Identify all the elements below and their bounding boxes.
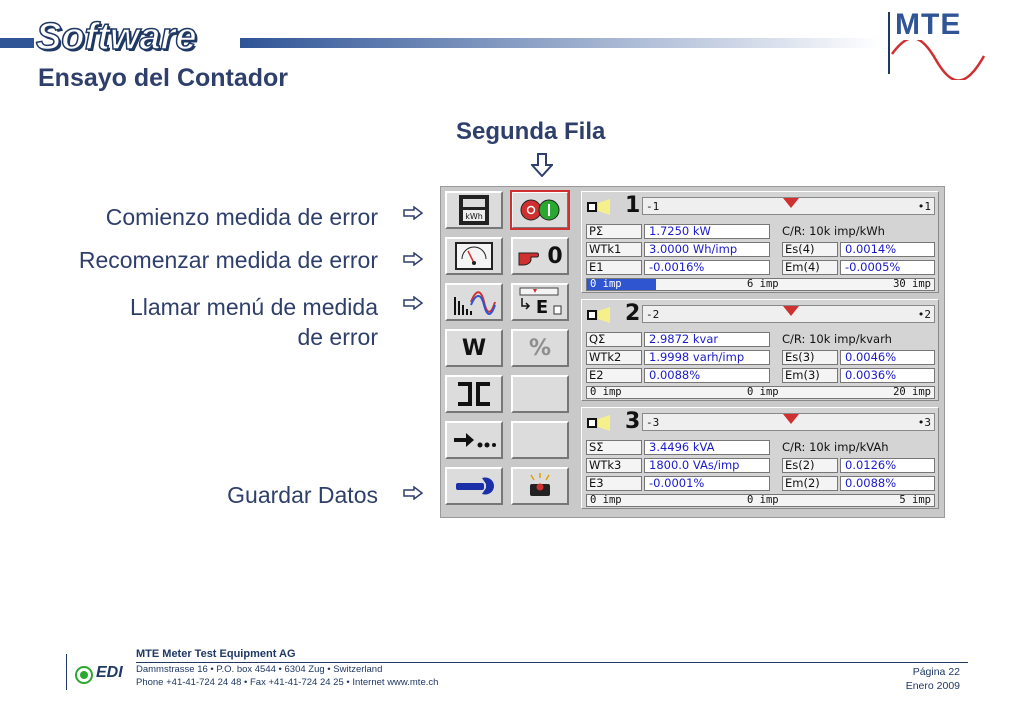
power-w-icon: W [461,335,487,361]
label-save-data: Guardar Datos [227,482,378,508]
row2-right-label: Es(4) [782,242,838,257]
wrench-icon [452,474,496,498]
save-data-button[interactable] [511,467,569,505]
scale-left: -3 [646,416,660,429]
start-stop-icon [518,197,562,223]
footer-divider-horizontal [136,662,968,663]
percent-icon: % [528,335,552,361]
label-start-error-measurement: Comienzo medida de error [105,204,378,230]
scale-right: •3 [917,416,931,429]
bar-right: 5 imp [899,494,931,506]
row2-right-value: 0.0046% [840,350,935,365]
scale-right: •2 [917,308,931,321]
pointing-hand-icon [517,245,547,267]
bar-right: 30 imp [893,278,931,290]
harmonics-icon [451,287,497,317]
error-scale [642,413,935,431]
row1-value: 2.9872 kvar [644,332,770,347]
empty-slot-button[interactable] [511,421,569,459]
error-scale [642,305,935,323]
row3-right-label: Em(4) [782,260,838,275]
company-contact: Phone +41-41-724 24 48 • Fax +41-41-724 24 25 • Internet www.mte.ch [136,677,439,688]
label-error-menu-line2: de error [297,324,378,350]
block-number: 2 [625,301,641,326]
arrow-dots-icon [452,429,496,451]
row1-label: PΣ [586,224,642,239]
sine-wave-icon [890,40,986,80]
save-data-icon [525,472,555,500]
header-bar-left [0,38,34,48]
scale-marker-icon [783,414,799,424]
company-name: MTE Meter Test Equipment AG [136,648,296,660]
kwh-meter-icon [457,194,491,226]
analog-meter-button[interactable] [445,237,503,275]
bar-mid: 0 imp [747,494,779,506]
bar-mid: 0 imp [747,386,779,398]
impulse-progress-bar [586,386,935,399]
arrow-dots-button[interactable] [445,421,503,459]
row2-right-label: Es(3) [782,350,838,365]
impulse-progress-bar [586,494,935,507]
phase-bracket-button[interactable] [445,375,503,413]
bar-left: 0 imp [590,386,622,398]
measurement-block-3[interactable] [581,407,939,509]
scale-left: -2 [646,308,660,321]
kwh-meter-button[interactable] [445,191,503,229]
power-w-button[interactable] [445,329,503,367]
row2-right-label: Es(2) [782,458,838,473]
header-bar-right [240,38,880,48]
row2-value: 1800.0 VAs/imp [644,458,770,473]
scale-marker-icon [783,198,799,208]
error-e-label: E [535,297,549,318]
percent-button[interactable] [511,329,569,367]
harmonics-button[interactable] [445,283,503,321]
restart-button[interactable] [511,237,569,275]
zero-label: 0 [547,243,563,269]
measurement-block-1[interactable] [581,191,939,293]
row2-right-value: 0.0014% [840,242,935,257]
bar-right: 20 imp [893,386,931,398]
row2-value: 1.9998 varh/imp [644,350,770,365]
row3-right-label: Em(3) [782,368,838,383]
row2-label: WTk2 [586,350,642,365]
row3-value: 0.0088% [644,368,770,383]
row2-right-value: 0.0126% [840,458,935,473]
cr-constant: C/R: 10k imp/kWh [782,224,885,238]
arrow-right-icon [403,296,423,315]
row3-label: E3 [586,476,642,491]
scale-marker-icon [783,306,799,316]
error-menu-icon [516,286,564,318]
row3-label: E2 [586,368,642,383]
row1-value: 1.7250 kW [644,224,770,239]
impulse-progress-bar [586,278,935,291]
slide-title: Software [36,16,197,58]
phase-bracket-icon [454,380,494,408]
arrow-right-icon [403,252,423,271]
analog-meter-icon [454,241,494,271]
device-screen [440,186,945,518]
bar-left: 0 imp [590,494,622,506]
arrow-right-icon [403,486,423,505]
row3-right-value: 0.0036% [840,368,935,383]
start-stop-button[interactable] [511,191,569,229]
kwh-label: kWh [465,212,483,221]
row3-label: E1 [586,260,642,275]
hollow-down-arrow-icon [531,153,553,177]
row1-label: QΣ [586,332,642,347]
empty-slot-button[interactable] [511,375,569,413]
cr-constant: C/R: 10k imp/kVAh [782,440,889,454]
error-scale [642,197,935,215]
row1-value: 3.4496 kVA [644,440,770,455]
label-error-menu-line1: Llamar menú de medida [129,294,378,320]
row3-right-label: Em(2) [782,476,838,491]
footer-divider-vertical [66,654,67,690]
settings-wrench-button[interactable] [445,467,503,505]
row1-label: SΣ [586,440,642,455]
mte-logo: MTE [895,8,962,41]
company-address: Dammstrasse 16 • P.O. box 4544 • 6304 Zug • Switzerland [136,664,383,675]
slide-subtitle: Ensayo del Contador [38,64,289,92]
row3-value: -0.0001% [644,476,770,491]
slide-date: Enero 2009 [905,680,960,692]
scale-right: •1 [917,200,931,213]
edi-seal-icon [75,666,93,684]
row2-label: WTk1 [586,242,642,257]
cr-constant: C/R: 10k imp/kvarh [782,332,892,346]
row3-right-value: -0.0005% [840,260,935,275]
arrow-right-icon [403,206,423,225]
row3-right-value: 0.0088% [840,476,935,491]
edi-logo: EDI [96,664,123,681]
page-number: Página 22 [912,666,960,678]
row2-label: WTk3 [586,458,642,473]
bar-left: 0 imp [590,278,622,290]
scale-left: -1 [646,200,660,213]
block-number: 3 [625,409,641,434]
label-restart-error-measurement: Recomenzar medida de error [78,247,378,273]
row3-value: -0.0016% [644,260,770,275]
block-number: 1 [625,193,641,218]
row2-value: 3.0000 Wh/imp [644,242,770,257]
section-heading: Segunda Fila [456,118,606,145]
bar-mid: 6 imp [747,278,779,290]
measurement-block-2[interactable] [581,299,939,401]
error-menu-button[interactable] [511,283,569,321]
